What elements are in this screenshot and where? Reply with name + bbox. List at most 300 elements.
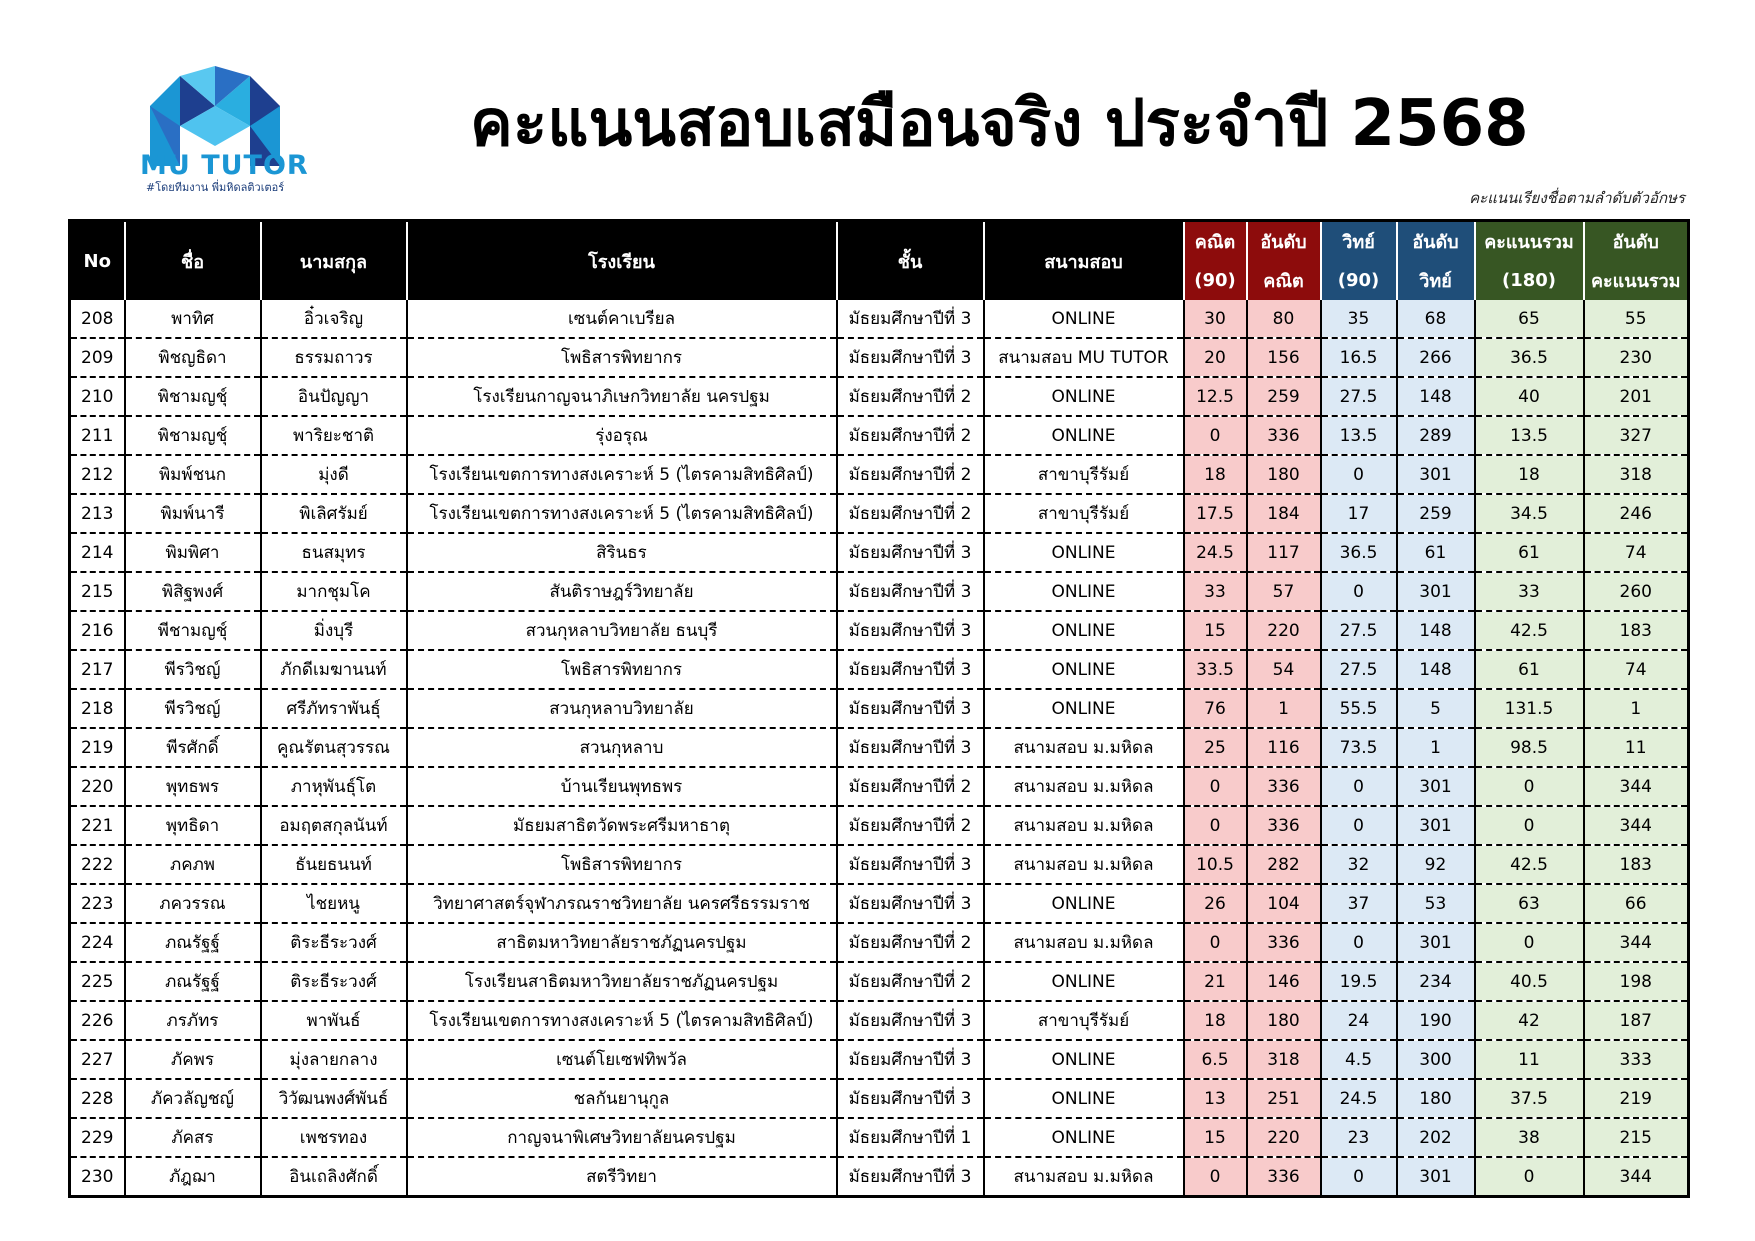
cell-first-name: ภคภพ — [125, 845, 261, 884]
cell-school: สวนกุหลาบวิทยาลัย ธนบุรี — [407, 611, 837, 650]
cell-science-score: 27.5 — [1321, 377, 1397, 416]
cell-first-name: ภรภัทร — [125, 1001, 261, 1040]
table-row — [70, 1079, 1689, 1118]
cell-total-score: 33 — [1475, 572, 1584, 611]
header-no: No — [70, 221, 125, 301]
cell-first-name: พิชญธิดา — [125, 338, 261, 377]
table-row — [70, 1157, 1689, 1197]
cell-math-score: 17.5 — [1184, 494, 1247, 533]
cell-first-name: พีชามญชุ์ — [125, 611, 261, 650]
cell-total-score: 131.5 — [1475, 689, 1584, 728]
cell-science-rank: 301 — [1397, 572, 1475, 611]
cell-school: โพธิสารพิทยากร — [407, 338, 837, 377]
cell-no: 221 — [70, 806, 125, 845]
table-row — [70, 1118, 1689, 1157]
header-grade: ชั้น — [837, 221, 984, 301]
cell-math-rank: 336 — [1247, 1157, 1321, 1197]
cell-first-name: พีรวิชญ์ — [125, 689, 261, 728]
logo-tagline: #โดยทีมงาน พี่มหิดลติวเตอร์ — [146, 181, 285, 194]
cell-science-rank: 148 — [1397, 377, 1475, 416]
cell-venue: สาขาบุรีรัมย์ — [984, 1001, 1184, 1040]
cell-total-score: 42 — [1475, 1001, 1584, 1040]
header-math: คณิต — [1184, 221, 1247, 262]
cell-last-name: ศรีภัทราพันธุ์ — [261, 689, 407, 728]
cell-total-rank: 327 — [1584, 416, 1689, 455]
cell-grade: มัธยมศึกษาปีที่ 2 — [837, 923, 984, 962]
cell-last-name: ภักดีเมฆานนท์ — [261, 650, 407, 689]
cell-grade: มัธยมศึกษาปีที่ 3 — [837, 1040, 984, 1079]
cell-first-name: พาทิศ — [125, 300, 261, 338]
header-total: คะแนนรวม — [1475, 221, 1584, 262]
cell-science-score: 27.5 — [1321, 611, 1397, 650]
cell-science-rank: 61 — [1397, 533, 1475, 572]
header-total-rank: อันดับ — [1584, 221, 1689, 262]
cell-science-score: 35 — [1321, 300, 1397, 338]
cell-grade: มัธยมศึกษาปีที่ 3 — [837, 728, 984, 767]
cell-first-name: พิมพ์ชนก — [125, 455, 261, 494]
cell-science-score: 73.5 — [1321, 728, 1397, 767]
cell-grade: มัธยมศึกษาปีที่ 3 — [837, 611, 984, 650]
cell-first-name: ภณรัฐฐ์ — [125, 923, 261, 962]
cell-total-score: 40 — [1475, 377, 1584, 416]
cell-last-name: มุ่งดี — [261, 455, 407, 494]
cell-science-rank: 180 — [1397, 1079, 1475, 1118]
cell-math-score: 0 — [1184, 1157, 1247, 1197]
cell-science-rank: 234 — [1397, 962, 1475, 1001]
cell-science-rank: 5 — [1397, 689, 1475, 728]
table-row — [70, 455, 1689, 494]
cell-math-rank: 1 — [1247, 689, 1321, 728]
cell-last-name: พาพันธ์ — [261, 1001, 407, 1040]
cell-science-rank: 148 — [1397, 650, 1475, 689]
cell-grade: มัธยมศึกษาปีที่ 3 — [837, 689, 984, 728]
page-title: คะแนนสอบเสมือนจริง ประจำปี 2568 — [470, 87, 1529, 161]
cell-total-rank: 215 — [1584, 1118, 1689, 1157]
header-math-rank: อันดับ — [1247, 221, 1321, 262]
cell-math-rank: 336 — [1247, 923, 1321, 962]
cell-math-rank: 146 — [1247, 962, 1321, 1001]
cell-math-score: 24.5 — [1184, 533, 1247, 572]
cell-total-rank: 246 — [1584, 494, 1689, 533]
cell-total-rank: 11 — [1584, 728, 1689, 767]
cell-science-rank: 301 — [1397, 806, 1475, 845]
header-math-max: (90) — [1184, 261, 1247, 300]
cell-total-rank: 344 — [1584, 1157, 1689, 1197]
cell-no: 212 — [70, 455, 125, 494]
cell-total-rank: 318 — [1584, 455, 1689, 494]
cell-math-rank: 117 — [1247, 533, 1321, 572]
cell-grade: มัธยมศึกษาปีที่ 2 — [837, 377, 984, 416]
header-school: โรงเรียน — [407, 221, 837, 301]
cell-total-rank: 66 — [1584, 884, 1689, 923]
cell-math-rank: 57 — [1247, 572, 1321, 611]
cell-math-rank: 54 — [1247, 650, 1321, 689]
table-row — [70, 923, 1689, 962]
cell-total-score: 61 — [1475, 650, 1584, 689]
cell-math-rank: 116 — [1247, 728, 1321, 767]
cell-grade: มัธยมศึกษาปีที่ 3 — [837, 1157, 984, 1197]
cell-venue: ONLINE — [984, 1079, 1184, 1118]
cell-first-name: ภัฎฌา — [125, 1157, 261, 1197]
cell-venue: ONLINE — [984, 962, 1184, 1001]
header-science: วิทย์ — [1321, 221, 1397, 262]
cell-math-score: 15 — [1184, 611, 1247, 650]
cell-math-score: 10.5 — [1184, 845, 1247, 884]
cell-last-name: วิวัฒนพงศ์พันธ์ — [261, 1079, 407, 1118]
cell-first-name: พุทธิดา — [125, 806, 261, 845]
header-math-rank-sub: คณิต — [1247, 261, 1321, 300]
cell-total-score: 13.5 — [1475, 416, 1584, 455]
cell-math-rank: 180 — [1247, 1001, 1321, 1040]
cell-school: เซนต์คาเบรียล — [407, 300, 837, 338]
cell-science-score: 32 — [1321, 845, 1397, 884]
cell-total-score: 42.5 — [1475, 845, 1584, 884]
cell-grade: มัธยมศึกษาปีที่ 3 — [837, 338, 984, 377]
cell-grade: มัธยมศึกษาปีที่ 2 — [837, 494, 984, 533]
cell-math-rank: 336 — [1247, 767, 1321, 806]
cell-math-score: 0 — [1184, 416, 1247, 455]
cell-venue: สนามสอบ ม.มหิดล — [984, 728, 1184, 767]
cell-math-score: 25 — [1184, 728, 1247, 767]
cell-no: 228 — [70, 1079, 125, 1118]
cell-venue: สนามสอบ ม.มหิดล — [984, 1157, 1184, 1197]
cell-last-name: คูณรัตนสุวรรณ — [261, 728, 407, 767]
cell-science-score: 19.5 — [1321, 962, 1397, 1001]
cell-no: 209 — [70, 338, 125, 377]
cell-last-name: มากชุมโค — [261, 572, 407, 611]
cell-school: วิทยาศาสตร์จุฬาภรณราชวิทยาลัย นครศรีธรรมราช — [407, 884, 837, 923]
cell-last-name: ธนสมุทร — [261, 533, 407, 572]
cell-math-score: 30 — [1184, 300, 1247, 338]
cell-no: 218 — [70, 689, 125, 728]
table-row — [70, 689, 1689, 728]
cell-total-score: 42.5 — [1475, 611, 1584, 650]
cell-venue: ONLINE — [984, 884, 1184, 923]
table-row — [70, 728, 1689, 767]
cell-no: 223 — [70, 884, 125, 923]
cell-total-score: 61 — [1475, 533, 1584, 572]
cell-grade: มัธยมศึกษาปีที่ 2 — [837, 416, 984, 455]
cell-venue: สาขาบุรีรัมย์ — [984, 455, 1184, 494]
cell-total-score: 40.5 — [1475, 962, 1584, 1001]
cell-math-score: 18 — [1184, 1001, 1247, 1040]
cell-grade: มัธยมศึกษาปีที่ 3 — [837, 533, 984, 572]
cell-last-name: พาริยะชาติ — [261, 416, 407, 455]
cell-school: มัธยมสาธิตวัดพระศรีมหาธาตุ — [407, 806, 837, 845]
cell-no: 220 — [70, 767, 125, 806]
cell-total-rank: 230 — [1584, 338, 1689, 377]
cell-last-name: พิเลิศรัมย์ — [261, 494, 407, 533]
cell-venue: สนามสอบ ม.มหิดล — [984, 767, 1184, 806]
cell-venue: สนามสอบ ม.มหิดล — [984, 806, 1184, 845]
cell-science-score: 0 — [1321, 1157, 1397, 1197]
cell-math-rank: 336 — [1247, 416, 1321, 455]
cell-total-rank: 55 — [1584, 300, 1689, 338]
table-row — [70, 533, 1689, 572]
cell-science-score: 0 — [1321, 806, 1397, 845]
cell-first-name: ภัคสร — [125, 1118, 261, 1157]
cell-science-score: 24.5 — [1321, 1079, 1397, 1118]
cell-last-name: อมฤตสกุลนันท์ — [261, 806, 407, 845]
cell-grade: มัธยมศึกษาปีที่ 3 — [837, 572, 984, 611]
table-row — [70, 1040, 1689, 1079]
cell-total-score: 65 — [1475, 300, 1584, 338]
cell-total-rank: 74 — [1584, 533, 1689, 572]
cell-first-name: พิมพิศา — [125, 533, 261, 572]
cell-math-rank: 259 — [1247, 377, 1321, 416]
cell-school: สันติราษฎร์วิทยาลัย — [407, 572, 837, 611]
cell-science-score: 23 — [1321, 1118, 1397, 1157]
cell-total-score: 38 — [1475, 1118, 1584, 1157]
table-row — [70, 1001, 1689, 1040]
cell-school: โรงเรียนเขตการทางสงเคราะห์ 5 (ไตรคามสิทธิศิลป์) — [407, 455, 837, 494]
table-row — [70, 611, 1689, 650]
cell-total-score: 18 — [1475, 455, 1584, 494]
cell-first-name: ภัควลัญชญ์ — [125, 1079, 261, 1118]
cell-first-name: พิมพ์นารี — [125, 494, 261, 533]
cell-school: โพธิสารพิทยากร — [407, 650, 837, 689]
cell-school: สิรินธร — [407, 533, 837, 572]
cell-science-rank: 148 — [1397, 611, 1475, 650]
header-total-max: (180) — [1475, 261, 1584, 300]
cell-school: ชลกันยานุกูล — [407, 1079, 837, 1118]
cell-math-rank: 104 — [1247, 884, 1321, 923]
cell-total-rank: 219 — [1584, 1079, 1689, 1118]
cell-math-score: 0 — [1184, 923, 1247, 962]
cell-venue: ONLINE — [984, 533, 1184, 572]
cell-venue: สนามสอบ MU TUTOR — [984, 338, 1184, 377]
cell-science-rank: 301 — [1397, 455, 1475, 494]
cell-school: โรงเรียนเขตการทางสงเคราะห์ 5 (ไตรคามสิทธิศิลป์) — [407, 1001, 837, 1040]
cell-math-score: 0 — [1184, 806, 1247, 845]
cell-total-score: 0 — [1475, 923, 1584, 962]
cell-school: โพธิสารพิทยากร — [407, 845, 837, 884]
cell-science-rank: 92 — [1397, 845, 1475, 884]
cell-math-score: 0 — [1184, 767, 1247, 806]
cell-total-score: 0 — [1475, 767, 1584, 806]
cell-math-rank: 282 — [1247, 845, 1321, 884]
cell-science-rank: 301 — [1397, 923, 1475, 962]
header-first-name: ชื่อ — [125, 221, 261, 301]
cell-total-rank: 74 — [1584, 650, 1689, 689]
cell-first-name: พิสิฐพงศ์ — [125, 572, 261, 611]
cell-math-score: 20 — [1184, 338, 1247, 377]
cell-science-rank: 202 — [1397, 1118, 1475, 1157]
cell-science-score: 13.5 — [1321, 416, 1397, 455]
table-row — [70, 416, 1689, 455]
cell-total-rank: 333 — [1584, 1040, 1689, 1079]
cell-total-rank: 183 — [1584, 845, 1689, 884]
table-row — [70, 494, 1689, 533]
cell-science-rank: 259 — [1397, 494, 1475, 533]
cell-science-score: 24 — [1321, 1001, 1397, 1040]
cell-venue: สนามสอบ ม.มหิดล — [984, 845, 1184, 884]
cell-last-name: ธันยธนนท์ — [261, 845, 407, 884]
cell-school: สตรีวิทยา — [407, 1157, 837, 1197]
cell-science-score: 0 — [1321, 923, 1397, 962]
cell-math-score: 13 — [1184, 1079, 1247, 1118]
cell-venue: ONLINE — [984, 1040, 1184, 1079]
header-last-name: นามสกุล — [261, 221, 407, 301]
cell-total-score: 11 — [1475, 1040, 1584, 1079]
header-row-1 — [70, 221, 1689, 262]
cell-venue: ONLINE — [984, 572, 1184, 611]
cell-total-score: 98.5 — [1475, 728, 1584, 767]
cell-no: 227 — [70, 1040, 125, 1079]
sort-note: คะแนนเรียงชื่อตามลำดับตัวอักษร — [1469, 189, 1685, 207]
cell-venue: ONLINE — [984, 377, 1184, 416]
cell-science-rank: 301 — [1397, 1157, 1475, 1197]
cell-no: 208 — [70, 300, 125, 338]
cell-total-rank: 1 — [1584, 689, 1689, 728]
table-row — [70, 300, 1689, 338]
cell-venue: ONLINE — [984, 416, 1184, 455]
cell-last-name: มุ่งลายกลาง — [261, 1040, 407, 1079]
cell-science-rank: 68 — [1397, 300, 1475, 338]
cell-first-name: ภัคพร — [125, 1040, 261, 1079]
cell-math-rank: 336 — [1247, 806, 1321, 845]
cell-math-rank: 251 — [1247, 1079, 1321, 1118]
cell-math-rank: 220 — [1247, 611, 1321, 650]
cell-no: 225 — [70, 962, 125, 1001]
cell-last-name: มิ่งบุรี — [261, 611, 407, 650]
cell-math-score: 6.5 — [1184, 1040, 1247, 1079]
cell-no: 210 — [70, 377, 125, 416]
cell-math-rank: 184 — [1247, 494, 1321, 533]
cell-science-score: 17 — [1321, 494, 1397, 533]
cell-grade: มัธยมศึกษาปีที่ 1 — [837, 1118, 984, 1157]
cell-total-score: 63 — [1475, 884, 1584, 923]
cell-school: สวนกุหลาบวิทยาลัย — [407, 689, 837, 728]
cell-last-name: เพชรทอง — [261, 1118, 407, 1157]
cell-grade: มัธยมศึกษาปีที่ 2 — [837, 455, 984, 494]
cell-science-score: 0 — [1321, 572, 1397, 611]
cell-no: 213 — [70, 494, 125, 533]
cell-total-rank: 344 — [1584, 767, 1689, 806]
cell-math-score: 12.5 — [1184, 377, 1247, 416]
cell-total-rank: 344 — [1584, 923, 1689, 962]
cell-math-score: 26 — [1184, 884, 1247, 923]
cell-science-rank: 190 — [1397, 1001, 1475, 1040]
cell-venue: ONLINE — [984, 689, 1184, 728]
cell-last-name: อินเถลิงศักดิ์ — [261, 1157, 407, 1197]
cell-first-name: ภณรัฐฐ์ — [125, 962, 261, 1001]
cell-total-score: 34.5 — [1475, 494, 1584, 533]
cell-venue: สนามสอบ ม.มหิดล — [984, 923, 1184, 962]
cell-science-rank: 300 — [1397, 1040, 1475, 1079]
cell-first-name: ภควรรณ — [125, 884, 261, 923]
cell-first-name: พีรวิชญ์ — [125, 650, 261, 689]
cell-no: 230 — [70, 1157, 125, 1197]
cell-math-score: 21 — [1184, 962, 1247, 1001]
cell-grade: มัธยมศึกษาปีที่ 2 — [837, 767, 984, 806]
cell-no: 211 — [70, 416, 125, 455]
score-table — [68, 219, 1690, 1198]
cell-last-name: ภาหุพันธุ์โต — [261, 767, 407, 806]
cell-no: 219 — [70, 728, 125, 767]
table-row — [70, 884, 1689, 923]
cell-math-rank: 80 — [1247, 300, 1321, 338]
cell-no: 226 — [70, 1001, 125, 1040]
table-row — [70, 338, 1689, 377]
cell-math-rank: 318 — [1247, 1040, 1321, 1079]
cell-no: 224 — [70, 923, 125, 962]
cell-science-score: 36.5 — [1321, 533, 1397, 572]
cell-total-score: 0 — [1475, 806, 1584, 845]
header-total-rank-sub: คะแนนรวม — [1584, 261, 1689, 300]
cell-school: โรงเรียนเขตการทางสงเคราะห์ 5 (ไตรคามสิทธิศิลป์) — [407, 494, 837, 533]
cell-science-rank: 266 — [1397, 338, 1475, 377]
cell-grade: มัธยมศึกษาปีที่ 3 — [837, 1001, 984, 1040]
cell-last-name: ไชยหนู — [261, 884, 407, 923]
cell-math-rank: 180 — [1247, 455, 1321, 494]
table-row — [70, 377, 1689, 416]
cell-no: 215 — [70, 572, 125, 611]
cell-total-rank: 344 — [1584, 806, 1689, 845]
cell-grade: มัธยมศึกษาปีที่ 3 — [837, 1079, 984, 1118]
table-row — [70, 650, 1689, 689]
cell-science-score: 37 — [1321, 884, 1397, 923]
cell-first-name: พิชามญชุ์ — [125, 416, 261, 455]
cell-grade: มัธยมศึกษาปีที่ 3 — [837, 845, 984, 884]
logo-name: MU TUTOR — [140, 150, 309, 181]
table-row — [70, 572, 1689, 611]
cell-total-score: 37.5 — [1475, 1079, 1584, 1118]
cell-science-score: 16.5 — [1321, 338, 1397, 377]
header-venue: สนามสอบ — [984, 221, 1184, 301]
cell-no: 217 — [70, 650, 125, 689]
cell-grade: มัธยมศึกษาปีที่ 2 — [837, 806, 984, 845]
cell-last-name: ติระธีระวงศ์ — [261, 923, 407, 962]
cell-math-score: 33 — [1184, 572, 1247, 611]
cell-total-rank: 187 — [1584, 1001, 1689, 1040]
header-science-max: (90) — [1321, 261, 1397, 300]
cell-school: โรงเรียนสาธิตมหาวิทยาลัยราชภัฏนครปฐม — [407, 962, 837, 1001]
cell-grade: มัธยมศึกษาปีที่ 2 — [837, 962, 984, 1001]
cell-last-name: อินปัญญา — [261, 377, 407, 416]
cell-total-rank: 260 — [1584, 572, 1689, 611]
cell-total-score: 0 — [1475, 1157, 1584, 1197]
cell-school: บ้านเรียนพุทธพร — [407, 767, 837, 806]
cell-school: โรงเรียนกาญจนาภิเษกวิทยาลัย นครปฐม — [407, 377, 837, 416]
cell-last-name: อิ๋วเจริญ — [261, 300, 407, 338]
cell-school: รุ่งอรุณ — [407, 416, 837, 455]
cell-total-score: 36.5 — [1475, 338, 1584, 377]
cell-grade: มัธยมศึกษาปีที่ 3 — [837, 884, 984, 923]
cell-math-score: 18 — [1184, 455, 1247, 494]
cell-school: เซนต์โยเซฟทิพวัล — [407, 1040, 837, 1079]
cell-science-rank: 53 — [1397, 884, 1475, 923]
cell-total-rank: 198 — [1584, 962, 1689, 1001]
cell-no: 229 — [70, 1118, 125, 1157]
cell-science-score: 0 — [1321, 455, 1397, 494]
cell-science-rank: 289 — [1397, 416, 1475, 455]
cell-first-name: พุทธพร — [125, 767, 261, 806]
cell-venue: ONLINE — [984, 300, 1184, 338]
cell-venue: ONLINE — [984, 1118, 1184, 1157]
table-row — [70, 845, 1689, 884]
table-row — [70, 806, 1689, 845]
cell-science-rank: 301 — [1397, 767, 1475, 806]
table-row — [70, 767, 1689, 806]
cell-last-name: ติระธีระวงศ์ — [261, 962, 407, 1001]
cell-grade: มัธยมศึกษาปีที่ 3 — [837, 300, 984, 338]
cell-no: 222 — [70, 845, 125, 884]
cell-school: สาธิตมหาวิทยาลัยราชภัฏนครปฐม — [407, 923, 837, 962]
cell-science-score: 27.5 — [1321, 650, 1397, 689]
cell-total-rank: 201 — [1584, 377, 1689, 416]
cell-total-rank: 183 — [1584, 611, 1689, 650]
